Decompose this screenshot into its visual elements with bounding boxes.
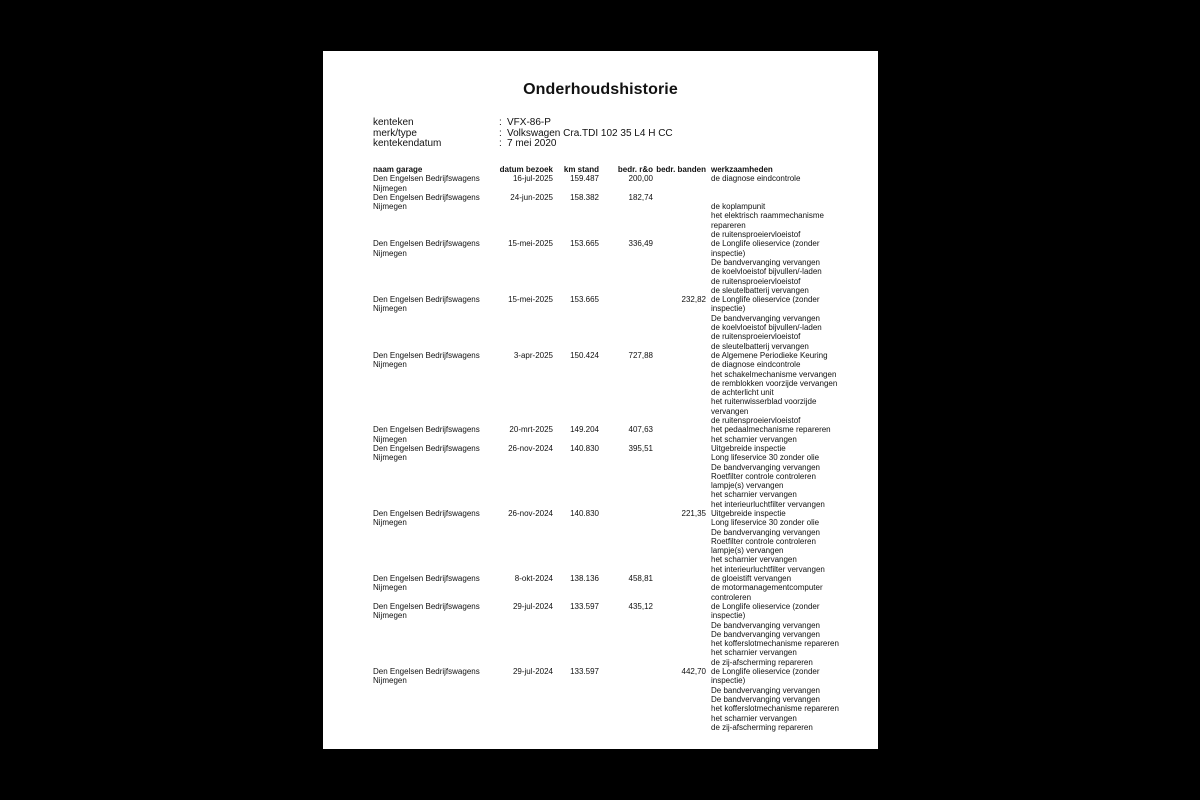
garage-line: Nijmegen: [373, 434, 407, 444]
work-line: inspectie): [711, 611, 746, 621]
work-line: de gloeistift vervangen: [711, 574, 792, 584]
garage-line: Nijmegen: [373, 183, 407, 193]
work-line: het scharnier vervangen: [711, 490, 797, 500]
km-cell: 150.424: [570, 350, 599, 360]
separator: :: [499, 138, 502, 149]
work-line: het interieurluchtfilter vervangen: [711, 499, 825, 509]
cost-tires-cell: [653, 425, 706, 444]
date-cell: 26-nov-2024: [508, 443, 553, 453]
work-line: de diagnose eindcontrole: [711, 360, 801, 370]
work-line: De bandvervanging vervangen: [711, 629, 820, 639]
garage-cell: [373, 574, 491, 602]
cost-ro-cell: 395,51: [628, 443, 653, 453]
column-header-garage: naam garage: [373, 165, 423, 174]
garage-line: Nijmegen: [373, 304, 407, 314]
work-line: De bandvervanging vervangen: [711, 620, 820, 630]
garage-cell: [373, 193, 491, 239]
cost-ro-cell: 182,74: [628, 192, 653, 202]
work-line: de ruitensproeiervloeistof: [711, 416, 801, 426]
work-line: controleren: [711, 592, 752, 602]
garage-line: Nijmegen: [373, 248, 407, 258]
work-line: De bandvervanging vervangen: [711, 527, 820, 537]
work-cell: [706, 444, 841, 509]
cost-tires-cell: [653, 602, 706, 667]
work-line: de ruitensproeiervloeistof: [711, 276, 801, 286]
garage-cell: [373, 444, 491, 509]
work-cell: [706, 295, 841, 351]
garage-cell: [373, 602, 491, 667]
date-cell: 8-okt-2024: [514, 574, 553, 584]
garage-line: Den Engelsen Bedrijfswagens: [373, 239, 480, 249]
cost-ro-cell: 407,63: [628, 425, 653, 435]
garage-line: Den Engelsen Bedrijfswagens: [373, 443, 480, 453]
work-line: de sleutelbatterij vervangen: [711, 341, 809, 351]
work-line: het scharnier vervangen: [711, 555, 797, 565]
table-header: [373, 165, 843, 174]
work-cell: [706, 193, 841, 239]
km-cell: 133.597: [570, 667, 599, 677]
work-line: De bandvervanging vervangen: [711, 462, 820, 472]
work-line: de koelvloeistof bijvullen/-laden: [711, 323, 822, 333]
vehicle-value: Volkswagen Cra.TDI 102 35 L4 H CC: [507, 127, 673, 139]
date-cell: 20-mrt-2025: [509, 425, 553, 435]
work-line: Roetfilter controle controleren: [711, 536, 816, 546]
vehicle-label: kentekendatum: [373, 138, 442, 149]
work-line: de zij-afscherming repareren: [711, 722, 813, 732]
date-cell: 15-mei-2025: [508, 295, 553, 305]
garage-line: Den Engelsen Bedrijfswagens: [373, 192, 480, 202]
table-body: [373, 174, 843, 732]
work-line: de zij-afscherming repareren: [711, 657, 813, 667]
work-cell: [706, 425, 841, 444]
work-line: De bandvervanging vervangen: [711, 685, 820, 695]
km-cell: 149.204: [570, 425, 599, 435]
date-cell: 29-jul-2024: [512, 601, 553, 611]
work-cell: [706, 509, 841, 574]
table-row: [373, 667, 843, 732]
work-line: De bandvervanging vervangen: [711, 257, 820, 267]
work-line: De bandvervanging vervangen: [711, 313, 820, 323]
garage-line: Den Engelsen Bedrijfswagens: [373, 574, 480, 584]
garage-line: Den Engelsen Bedrijfswagens: [373, 350, 480, 360]
date-cell: 24-jun-2025: [510, 192, 553, 202]
work-line: repareren: [711, 220, 746, 230]
cost-ro-cell: 336,49: [628, 239, 653, 249]
garage-cell: [373, 295, 491, 351]
table-row: [373, 174, 843, 193]
km-cell: 140.830: [570, 508, 599, 518]
column-header-cost-ro: bedr. r&o: [617, 165, 653, 174]
work-cell: [706, 239, 841, 295]
cost-ro-cell: [599, 667, 653, 732]
table-row: [373, 193, 843, 239]
garage-cell: [373, 425, 491, 444]
garage-cell: [373, 509, 491, 574]
vehicle-row: [373, 118, 673, 129]
work-line: het ruitenwisserblad voorzijde: [711, 397, 817, 407]
column-header-work: werkzaamheden: [711, 165, 773, 174]
vehicle-value: 7 mei 2020: [507, 138, 557, 149]
date-cell: 26-nov-2024: [508, 508, 553, 518]
table-row: [373, 444, 843, 509]
garage-cell: [373, 174, 491, 193]
work-line: het scharnier vervangen: [711, 434, 797, 444]
garage-line: Nijmegen: [373, 202, 407, 212]
work-line: vervangen: [711, 406, 749, 416]
separator: :: [499, 127, 502, 139]
cost-tires-cell: 221,35: [681, 508, 706, 518]
table-row: [373, 574, 843, 602]
column-header-date: datum bezoek: [499, 165, 553, 174]
garage-line: Den Engelsen Bedrijfswagens: [373, 425, 480, 435]
work-line: de sleutelbatterij vervangen: [711, 285, 809, 295]
vehicle-row: [373, 139, 673, 150]
garage-line: Nijmegen: [373, 518, 407, 528]
work-cell: [706, 667, 841, 732]
table-row: [373, 425, 843, 444]
work-line: de Longlife olieservice (zonder: [711, 667, 820, 677]
vehicle-value: VFX-86-P: [507, 117, 551, 128]
garage-line: Nijmegen: [373, 583, 407, 593]
separator: :: [499, 117, 502, 128]
work-line: Long lifeservice 30 zonder olie: [711, 518, 820, 528]
cost-tires-cell: [653, 193, 706, 239]
garage-line: Den Engelsen Bedrijfswagens: [373, 295, 480, 305]
table-row: [373, 239, 843, 295]
work-line: de motormanagementcomputer: [711, 583, 823, 593]
vehicle-label: merk/type: [373, 127, 417, 139]
work-line: de Longlife olieservice (zonder: [711, 295, 820, 305]
maintenance-table: [373, 165, 843, 732]
work-line: het kofferslotmechanisme repareren: [711, 704, 839, 714]
cost-ro-cell: [599, 295, 653, 351]
work-line: het interieurluchtfilter vervangen: [711, 564, 825, 574]
work-line: de ruitensproeiervloeistof: [711, 332, 801, 342]
work-line: de achterlicht unit: [711, 388, 774, 398]
cost-ro-cell: [599, 509, 653, 574]
work-cell: [706, 351, 841, 425]
km-cell: 153.665: [570, 239, 599, 249]
cost-ro-cell: 458,81: [628, 574, 653, 584]
garage-cell: [373, 239, 491, 295]
garage-line: Nijmegen: [373, 360, 407, 370]
date-cell: 3-apr-2025: [513, 350, 553, 360]
km-cell: 133.597: [570, 601, 599, 611]
table-row: [373, 295, 843, 351]
km-cell: 140.830: [570, 443, 599, 453]
work-line: de Longlife olieservice (zonder: [711, 239, 820, 249]
work-line: het schakelmechanisme vervangen: [711, 369, 837, 379]
date-cell: 15-mei-2025: [508, 239, 553, 249]
work-line: de ruitensproeiervloeistof: [711, 230, 801, 240]
column-header-km: km stand: [563, 165, 599, 174]
km-cell: 158.382: [570, 192, 599, 202]
table-row: [373, 602, 843, 667]
work-line: het elektrisch raammechanisme: [711, 211, 824, 221]
garage-line: Den Engelsen Bedrijfswagens: [373, 174, 480, 184]
garage-line: Nijmegen: [373, 676, 407, 686]
work-line: de remblokken voorzijde vervangen: [711, 378, 838, 388]
work-line: de Algemene Periodieke Keuring: [711, 350, 828, 360]
work-line: het kofferslotmechanisme repareren: [711, 639, 839, 649]
work-line: Roetfilter controle controleren: [711, 471, 816, 481]
work-line: het scharnier vervangen: [711, 713, 797, 723]
work-cell: [706, 174, 841, 193]
garage-cell: [373, 351, 491, 425]
work-line: Uitgebreide inspectie: [711, 443, 786, 453]
cost-ro-cell: 727,88: [628, 350, 653, 360]
work-line: [711, 193, 841, 202]
cost-tires-cell: [653, 239, 706, 295]
garage-line: Nijmegen: [373, 453, 407, 463]
cost-tires-cell: 442,70: [681, 667, 706, 677]
page-title: Onderhoudshistorie: [523, 81, 678, 98]
work-line: Uitgebreide inspectie: [711, 508, 786, 518]
garage-line: Nijmegen: [373, 611, 407, 621]
work-line: de diagnose eindcontrole: [711, 174, 801, 184]
work-line: het scharnier vervangen: [711, 648, 797, 658]
date-cell: 29-jul-2024: [512, 667, 553, 677]
garage-line: Den Engelsen Bedrijfswagens: [373, 508, 480, 518]
cost-tires-cell: 232,82: [681, 295, 706, 305]
column-header-cost-tires: bedr. banden: [656, 165, 706, 174]
work-cell: [706, 574, 841, 602]
work-line: De bandvervanging vervangen: [711, 694, 820, 704]
work-line: de koplampunit: [711, 202, 766, 212]
work-line: het pedaalmechanisme repareren: [711, 425, 831, 435]
work-line: inspectie): [711, 304, 746, 314]
table-row: [373, 509, 843, 574]
cost-tires-cell: [653, 574, 706, 602]
garage-line: Den Engelsen Bedrijfswagens: [373, 601, 480, 611]
date-cell: 16-jul-2025: [512, 174, 553, 184]
work-line: lampje(s) vervangen: [711, 546, 784, 556]
km-cell: 153.665: [570, 295, 599, 305]
work-line: inspectie): [711, 248, 746, 258]
vehicle-info: [373, 118, 673, 150]
document-page: [323, 51, 878, 749]
work-line: de koelvloeistof bijvullen/-laden: [711, 267, 822, 277]
work-line: Long lifeservice 30 zonder olie: [711, 453, 820, 463]
garage-line: Den Engelsen Bedrijfswagens: [373, 667, 480, 677]
garage-cell: [373, 667, 491, 732]
work-line: de Longlife olieservice (zonder: [711, 601, 820, 611]
work-line: inspectie): [711, 676, 746, 686]
km-cell: 159.487: [570, 174, 599, 184]
cost-tires-cell: [653, 444, 706, 509]
vehicle-label: kenteken: [373, 117, 414, 128]
cost-ro-cell: 435,12: [628, 601, 653, 611]
km-cell: 138.136: [570, 574, 599, 584]
work-line: lampje(s) vervangen: [711, 481, 784, 491]
cost-ro-cell: 200,00: [628, 174, 653, 184]
table-row: [373, 351, 843, 425]
cost-tires-cell: [653, 174, 706, 193]
work-cell: [706, 602, 841, 667]
cost-tires-cell: [653, 351, 706, 425]
